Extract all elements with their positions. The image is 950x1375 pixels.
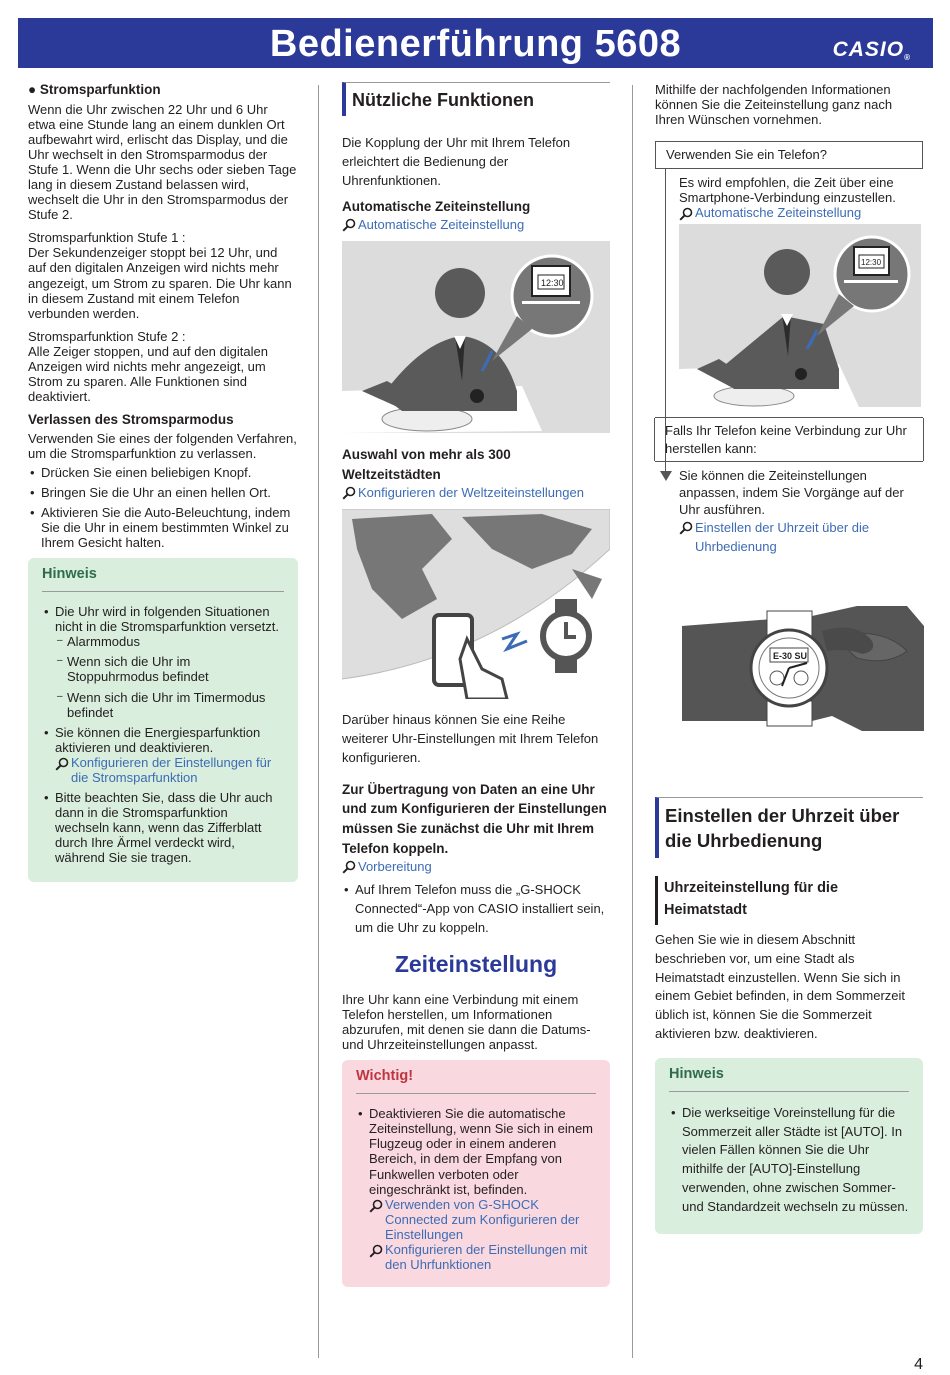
question-text: Falls Ihr Telefon keine Verbindung zur Uhr herstellen kann: <box>665 423 907 456</box>
sub-item: – Wenn sich die Uhr im Timermodus befindet <box>55 690 284 720</box>
page-header <box>18 18 933 68</box>
column-divider <box>632 85 633 1358</box>
world-map-illustration <box>342 509 610 699</box>
section-heading: ● Stromsparfunktion <box>28 82 161 97</box>
watch-on-wrist-illustration <box>682 606 924 751</box>
column-right <box>655 82 923 1234</box>
cities-title: Auswahl von mehr als 300 Weltzeitstädten <box>342 447 511 482</box>
important-title: Wichtig! <box>356 1068 596 1094</box>
list-item: • Drücken Sie einen beliebigen Knopf. <box>28 465 298 480</box>
magnifier-icon <box>342 486 356 500</box>
bubble-time-text: 12:30 <box>861 258 882 268</box>
bubble-time-text: 12:30 <box>541 278 564 289</box>
document-title: Bedienerführung 5608 <box>269 23 682 65</box>
paragraph: Alle Zeiger stoppen, und auf den digitalen Anzeigen wird nichts mehr angezeigt, um Strom zu sparen. Alle Funktionen sind deaktiviert. <box>28 343 268 405</box>
home-city-subtitle: Uhrzeiteinstellung für die Heimatstadt <box>655 876 923 925</box>
no-connection-box <box>655 417 923 462</box>
list-item: • Die werkseitige Voreinstellung für die Sommerzeit aller Städte ist [AUTO]. In vielen Fällen können Sie die Uhr mithilfe der [AUTO]-Einstellung verwenden, ohne zwischen Sommer- und Standardzeit wechseln zu müssen. <box>669 1104 909 1217</box>
level1-title: Stromsparfunktion Stufe 1 : <box>28 230 186 246</box>
magnifier-icon <box>679 521 693 535</box>
list-item: • Sie können die Energiesparfunktion aktivieren und deaktivieren. Konfigurieren der Einstellungen für die Stromsparfunktion <box>42 725 284 785</box>
world-time-link[interactable]: Konfigurieren der Weltzeiteinstellungen <box>342 484 610 503</box>
paragraph: Verwenden Sie eines der folgenden Verfahren, um die Stromsparfunktion zu verlassen. <box>28 430 297 461</box>
paragraph: Die Kopplung der Uhr mit Ihrem Telefon erleichtert die Bedienung der Uhrenfunktionen. <box>342 135 571 189</box>
important-box <box>342 1060 610 1287</box>
list-item: • Bringen Sie die Uhr an einen hellen Ort. <box>28 485 298 500</box>
paragraph: Wenn die Uhr zwischen 22 Uhr und 6 Uhr etwa eine Stunde lang an einem dunklen Ort aufbewahrt wird, erlischt das Display, und die Uhr wechselt in den Stromsparmodus der Stufe 1. Wenn die Uhr sechs oder sieben Tage lang in diesem Zustand belassen wird, wechselt die Uhr in den Stromsparmodus der Stufe 2. <box>28 101 297 223</box>
box-border <box>654 418 655 461</box>
phone-watch-map-illustration <box>342 509 610 699</box>
decision-flow <box>655 141 923 556</box>
power-saving-settings-link[interactable]: Konfigurieren der Einstellungen für die Stromsparfunktion <box>55 755 284 785</box>
note-box <box>28 558 298 882</box>
note-title: Hinweis <box>669 1066 909 1092</box>
list-item: • Bitte beachten Sie, dass die Uhr auch dann in die Stromsparfunktion wechseln kann, wenn das Zifferblatt durch Ihre Ärmel verdeckt wird, während Sie sie tragen. <box>42 790 284 865</box>
level2-title: Stromsparfunktion Stufe 2 : <box>28 328 186 344</box>
list-item: • Aktivieren Sie die Auto-Beleuchtung, indem Sie die Uhr in einem bestimmten Winkel zu Ihrem Gesicht halten. <box>28 505 298 550</box>
list-item: • Auf Ihrem Telefon muss die „G-SHOCK Connected“-App von CASIO installiert sein, um die Uhr zu koppeln. <box>342 881 610 938</box>
phone-answer <box>679 175 923 407</box>
paragraph: Darüber hinaus können Sie eine Reihe weiterer Uhr-Einstellungen mit Ihrem Telefon konfigurieren. <box>342 712 599 765</box>
box-border <box>923 418 924 461</box>
time-setting-title: Zeiteinstellung <box>394 951 558 978</box>
hand-with-watch-illustration <box>682 606 924 751</box>
note-list <box>669 1104 909 1217</box>
list-item: • Die Uhr wird in folgenden Situationen nicht in die Stromsparfunktion versetzt. – Alarmmodus – Wenn sich die Uhr im Stoppuhrmodus befindet – Wenn sich die Uhr im Timermodus befindet <box>42 604 284 720</box>
sub-item: – Wenn sich die Uhr im Stoppuhrmodus befindet <box>55 654 284 684</box>
watch-functions-link[interactable]: Konfigurieren der Einstellungen mit den Uhrfunktionen <box>369 1242 596 1272</box>
section-title: Nützliche Funktionen <box>342 82 610 116</box>
watch-display-text: E-30 SU <box>773 651 808 662</box>
manual-time-section-title: Einstellen der Uhrzeit über die Uhrbedienung <box>655 797 923 858</box>
magnifier-icon <box>369 1199 383 1213</box>
auto-time-link[interactable]: Automatische Zeiteinstellung <box>679 205 923 220</box>
list-item: • Deaktivieren Sie die automatische Zeiteinstellung, wenn Sie sich in einem Flugzeug oder in einem anderen Bereich, in dem der Empfang von Funkwellen verboten oder eingeschränkt ist, befinden. Verwenden von G-SHOCK Connected zum Konfigurieren der Einstellungen Konfigurieren der Einstellungen mit den Uhrfunktionen <box>356 1106 596 1272</box>
auto-time-illustration <box>679 224 921 407</box>
preparation-link[interactable]: Vorbereitung <box>342 858 610 877</box>
paragraph: Gehen Sie wie in diesem Abschnitt beschrieben vor, um eine Stadt als Heimatstadt einzustellen. Wenn Sie sich in einem Gebiet befinden, in dem Sommerzeit üblich ist, können Sie die Sommerzeit aktivieren bzw. deaktivieren. <box>655 931 906 1042</box>
gshock-connected-link[interactable]: Verwenden von G-SHOCK Connected zum Konfigurieren der Einstellungen <box>369 1197 596 1242</box>
sub-list <box>55 634 284 719</box>
magnifier-icon <box>342 860 356 874</box>
sub-item: – Alarmmodus <box>55 634 284 649</box>
paragraph: Mithilfe der nachfolgenden Informationen können Sie die Zeiteinstellung ganz nach Ihren Wünschen vornehmen. <box>655 82 893 128</box>
magnifier-icon <box>342 218 356 232</box>
auto-time-link[interactable]: Automatische Zeiteinstellung <box>342 216 610 235</box>
important-list <box>356 1106 596 1272</box>
paragraph: Der Sekundenzeiger stoppt bei 12 Uhr, und auf den digitalen Anzeigen wird nichts mehr angezeigt, um Strom zu sparen. Die Uhr kann in diesem Zustand mit einem Telefon verbunden werden. <box>28 245 292 321</box>
answer-text: Sie können die Zeiteinstellungen anpassen, indem Sie Vorgänge auf der Uhr ausführen. <box>679 468 904 517</box>
man-at-table-illustration <box>679 224 921 407</box>
magnifier-icon <box>55 757 69 771</box>
no-connection-answer <box>679 468 923 556</box>
answer-text: Es wird empfohlen, die Zeit über eine Smartphone-Verbindung einzustellen. <box>679 174 896 205</box>
man-at-table-illustration <box>342 241 610 433</box>
pairing-list <box>342 881 610 938</box>
auto-time-illustration <box>342 241 610 433</box>
note-list <box>42 604 284 865</box>
auto-time-title: Automatische Zeiteinstellung <box>342 198 531 214</box>
note-box <box>655 1058 923 1234</box>
page-number: 4 <box>914 1356 923 1373</box>
casio-logo: CASIO® <box>832 38 911 63</box>
exit-title: Verlassen des Stromsparmodus <box>28 412 234 428</box>
magnifier-icon <box>369 1244 383 1258</box>
exit-list <box>28 465 298 550</box>
manual-time-link[interactable]: Einstellen der Uhrzeit über die Uhrbedienung <box>679 519 923 557</box>
arrow-head-icon <box>660 471 672 481</box>
paragraph: Ihre Uhr kann eine Verbindung mit einem Telefon herstellen, um Informationen abzurufen, mit denen sie dann die Datums- und Uhrzeiteinstellungen anpasst. <box>342 992 591 1053</box>
note-title: Hinweis <box>42 566 284 592</box>
phone-question-box: Verwenden Sie ein Telefon? <box>655 141 923 169</box>
column-divider <box>318 85 319 1358</box>
pairing-title: Zur Übertragung von Daten an eine Uhr und zum Konfigurieren der Einstellungen müssen Sie zunächst die Uhr mit Ihrem Telefon koppeln. <box>342 781 607 856</box>
column-left <box>28 82 298 882</box>
magnifier-icon <box>679 207 693 221</box>
column-middle <box>342 82 610 1287</box>
